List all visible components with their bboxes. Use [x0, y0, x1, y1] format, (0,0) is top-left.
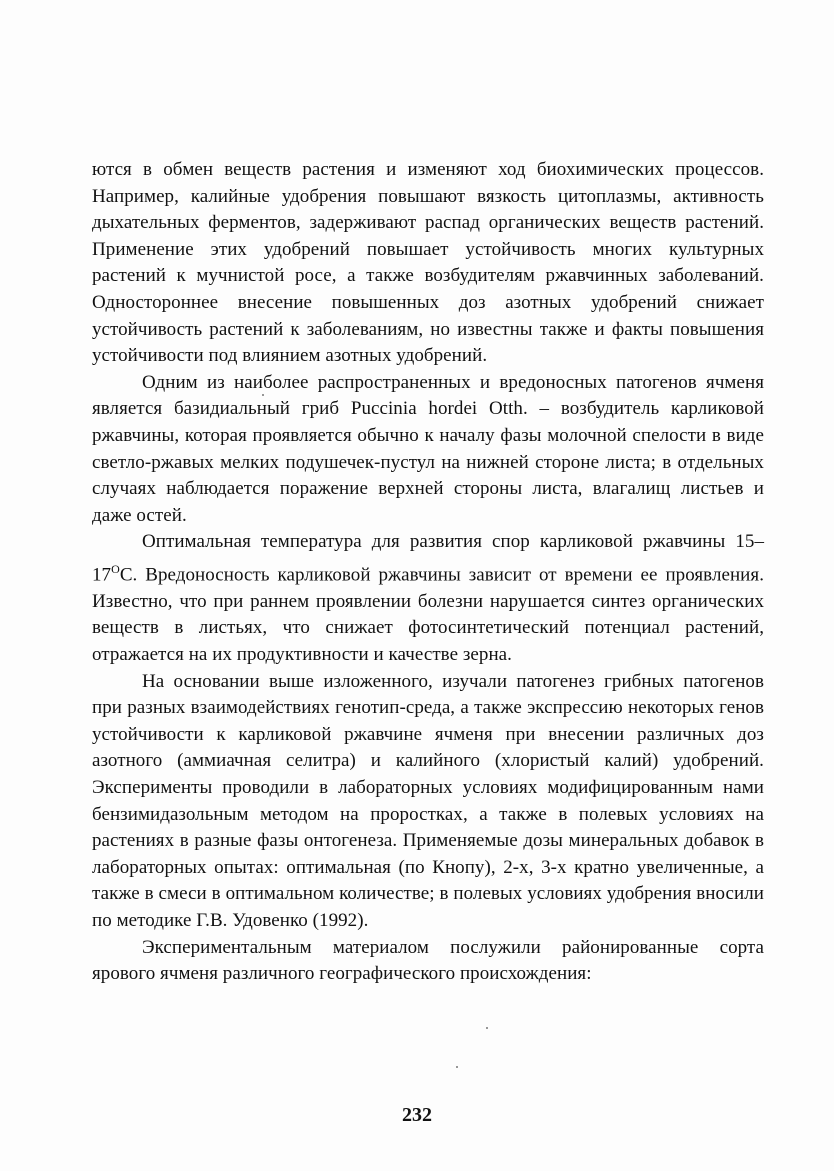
paragraph-2: Одним из наиболее распространенных и вредоносных патогенов ячменя является базидиальный гриб Puccinia hordei Otth. – возбудитель карликовой ржавчины, которая проявляется обычно к началу фазы молочной спелости в виде светло-ржавых мелких подушечек-пустул на нижней стороне листа; в отдельных случаях наблюдается поражение верхней стороны листа, влагалищ листьев и даже остей. — [92, 371, 764, 526]
body-text — [92, 157, 764, 988]
paragraph-3-part-1: Оптимальная температура для развития спор карликовой ржавчины 15–17 — [92, 531, 764, 586]
paragraph-1: ются в обмен веществ растения и изменяют ход биохимических процессов. Например, калийные удобрения повышают вязкость цитоплазмы, активность дыхательных ферментов, задерживают распад органических веществ растений. Применение этих удобрений повышает устойчивость многих культурных растений к мучнистой росе, а также возбудителям ржавчинных заболеваний. Одностороннее внесение повышенных доз азотных удобрений снижает устойчивость растений к заболеваниям, но известны также и факты повышения устойчивости под влиянием азотных удобрений. — [92, 159, 764, 367]
paragraph-4: На основании выше изложенного, изучали патогенез грибных патогенов при разных взаимодействиях генотип-среда, а также экспрессию некоторых генов устойчивости к карликовой ржавчине ячменя при внесении различных доз азотного (аммиачная селитра) и калийного (хлористый калий) удобрений. Эксперименты проводили в лабораторных условиях модифицированным нами бензимидазольным методом на проростках, а также в полевых условиях на растениях в разные фазы онтогенеза. Применяемые дозы минеральных добавок в лабораторных опытах: оптимальная (по Кнопу), 2-х, 3-х кратно увеличенные, а также в смеси в оптимальном количестве; в полевых условиях удобрения вносили по методике Г.В. Удовенко (1992). — [92, 670, 764, 931]
scan-speck — [486, 1027, 488, 1029]
paragraph-5: Экспериментальным материалом послужили районированные сорта ярового ячменя различного географического происхождения: — [92, 936, 764, 985]
paragraph-3 — [92, 529, 764, 668]
degree-superscript: О — [111, 561, 120, 576]
page-number: 232 — [402, 1104, 432, 1126]
scan-speck — [262, 394, 264, 396]
scan-speck — [456, 1066, 458, 1068]
paragraph-3-part-2: С. Вредоносность карликовой ржавчины зависит от времени ее проявления. Известно, что при раннем проявлении болезни нарушается синтез органических веществ в листьях, что снижает фотосинтетический потенциал растений, отражается на их продуктивности и качестве зерна. — [92, 564, 764, 666]
